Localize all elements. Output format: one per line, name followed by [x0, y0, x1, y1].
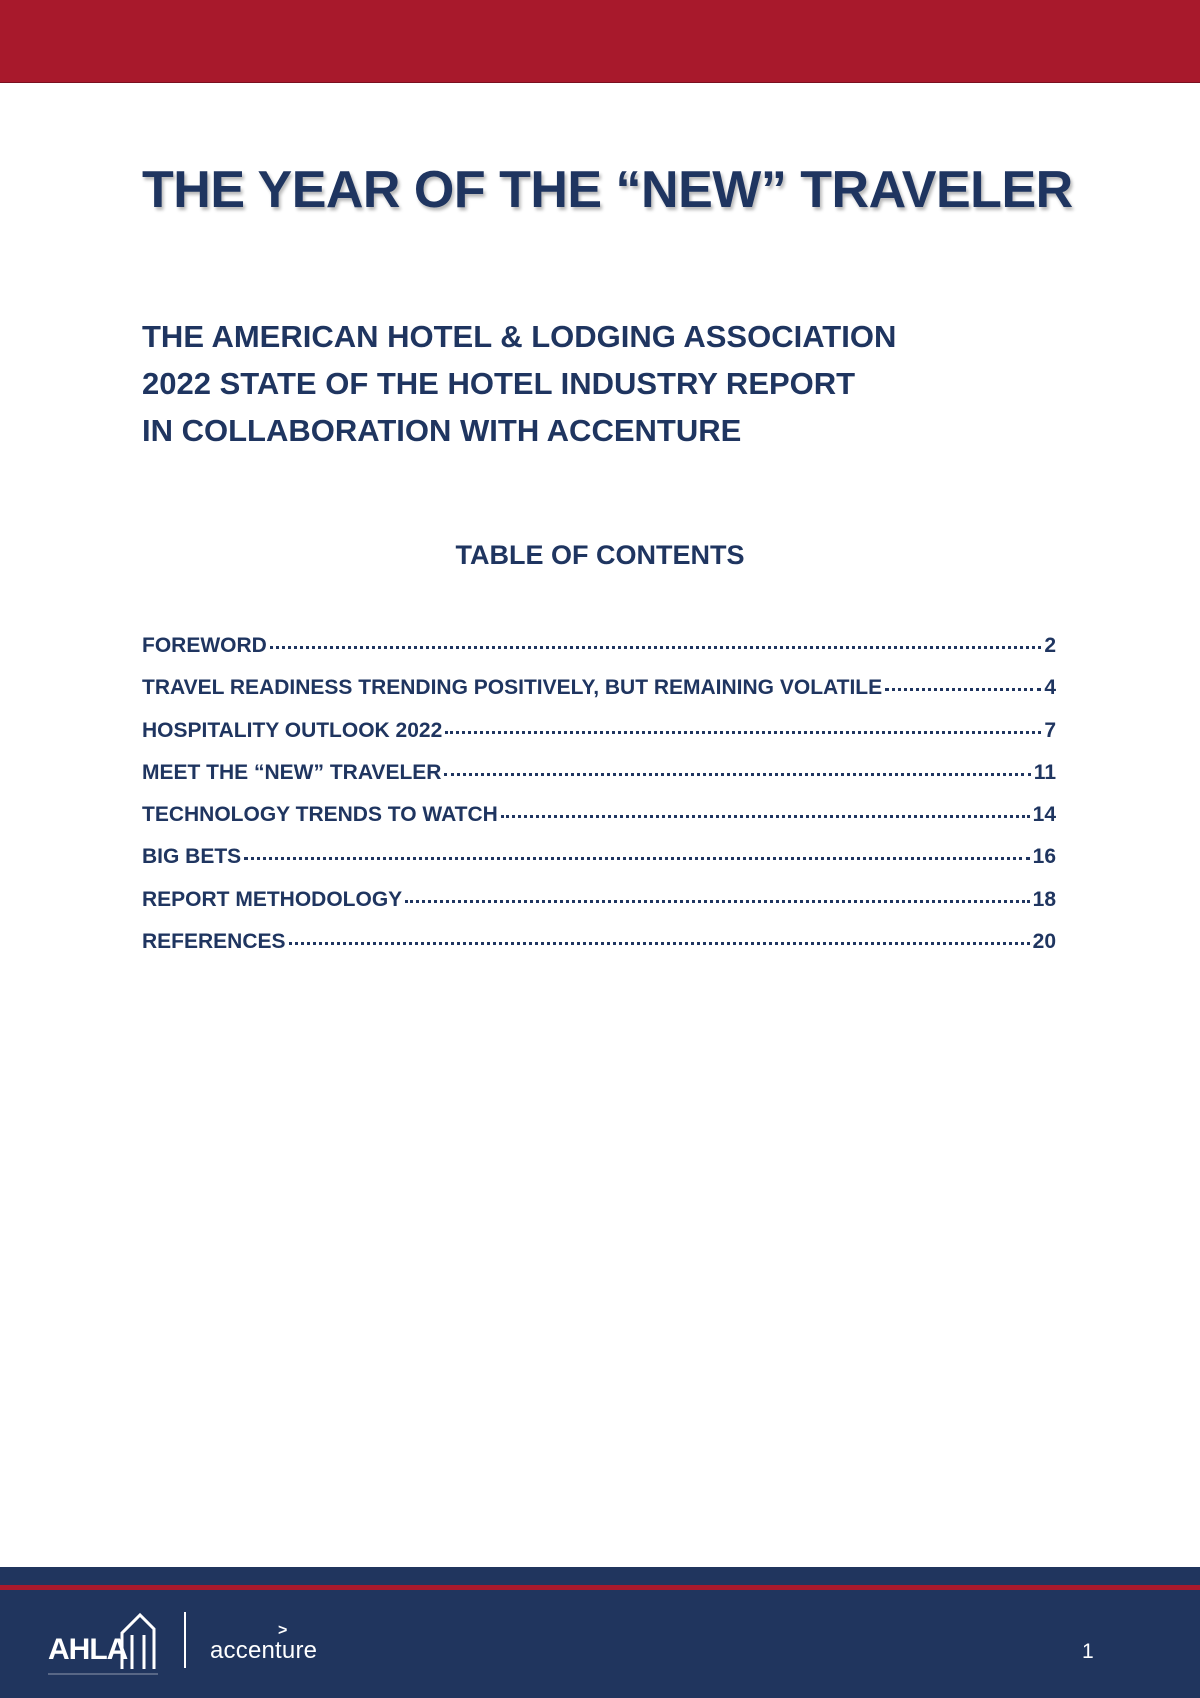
toc-entry-title: TECHNOLOGY TRENDS TO WATCH — [142, 803, 498, 827]
footer-red-stripe — [0, 1585, 1200, 1590]
toc-entry-page: 20 — [1032, 930, 1056, 954]
document-title: THE YEAR OF THE “NEW” TRAVELER — [142, 161, 1073, 219]
toc-leader-dots — [244, 857, 1029, 860]
accenture-caret-icon: > — [278, 1622, 288, 1639]
toc-entry-big-bets[interactable] — [142, 845, 1056, 887]
accenture-logo: accenture — [210, 1637, 318, 1664]
toc-entry-hospitality-outlook[interactable] — [142, 719, 1056, 761]
toc-leader-dots — [405, 900, 1029, 903]
toc-entry-title: MEET THE “NEW” TRAVELER — [142, 760, 442, 784]
toc-leader-dots — [270, 646, 1041, 649]
footer-banner — [0, 1567, 1200, 1698]
toc-entry-foreword[interactable] — [142, 634, 1056, 676]
logo-divider — [184, 1612, 186, 1668]
toc-entry-technology-trends[interactable] — [142, 803, 1056, 845]
toc-entry-title: FOREWORD — [142, 634, 267, 657]
page-number: 1 — [1082, 1640, 1094, 1663]
toc-entry-page: 18 — [1032, 887, 1056, 911]
toc-entry-title: TRAVEL READINESS TRENDING POSITIVELY, BUT REMAINING VOLATILE — [142, 676, 883, 700]
toc-entry-page: 2 — [1044, 634, 1056, 657]
ahla-logo-text: AHLA — [48, 1633, 128, 1666]
building-icon — [118, 1611, 158, 1671]
toc-entry-title: HOSPITALITY OUTLOOK 2022 — [142, 718, 443, 742]
top-banner — [0, 0, 1200, 83]
toc-entry-report-methodology[interactable] — [142, 888, 1056, 930]
toc-leader-dots — [885, 688, 1041, 691]
toc-entry-title: REPORT METHODOLOGY — [142, 887, 403, 911]
toc-leader-dots — [445, 731, 1041, 734]
toc-entry-title: BIG BETS — [142, 845, 242, 869]
ahla-tagline-rule — [48, 1673, 158, 1675]
table-of-contents — [142, 634, 1056, 972]
document-subtitle — [142, 313, 896, 454]
subtitle-line: 2022 STATE OF THE HOTEL INDUSTRY REPORT — [142, 366, 856, 401]
toc-heading: TABLE OF CONTENTS — [455, 540, 745, 570]
subtitle-line: IN COLLABORATION WITH ACCENTURE — [142, 413, 742, 448]
toc-entry-title: REFERENCES — [142, 930, 286, 954]
toc-entry-page: 16 — [1032, 845, 1056, 869]
toc-leader-dots — [444, 773, 1030, 776]
toc-entry-page: 4 — [1044, 676, 1056, 700]
toc-entry-new-traveler[interactable] — [142, 761, 1056, 803]
toc-entry-page: 7 — [1044, 718, 1056, 742]
toc-leader-dots — [289, 942, 1030, 945]
toc-entry-references[interactable] — [142, 930, 1056, 972]
subtitle-line: THE AMERICAN HOTEL & LODGING ASSOCIATION — [142, 319, 897, 354]
ahla-logo — [48, 1607, 158, 1677]
toc-entry-page: 11 — [1033, 760, 1056, 784]
toc-leader-dots — [501, 815, 1030, 818]
toc-entry-travel-readiness[interactable] — [142, 676, 1056, 718]
toc-entry-page: 14 — [1032, 803, 1056, 827]
